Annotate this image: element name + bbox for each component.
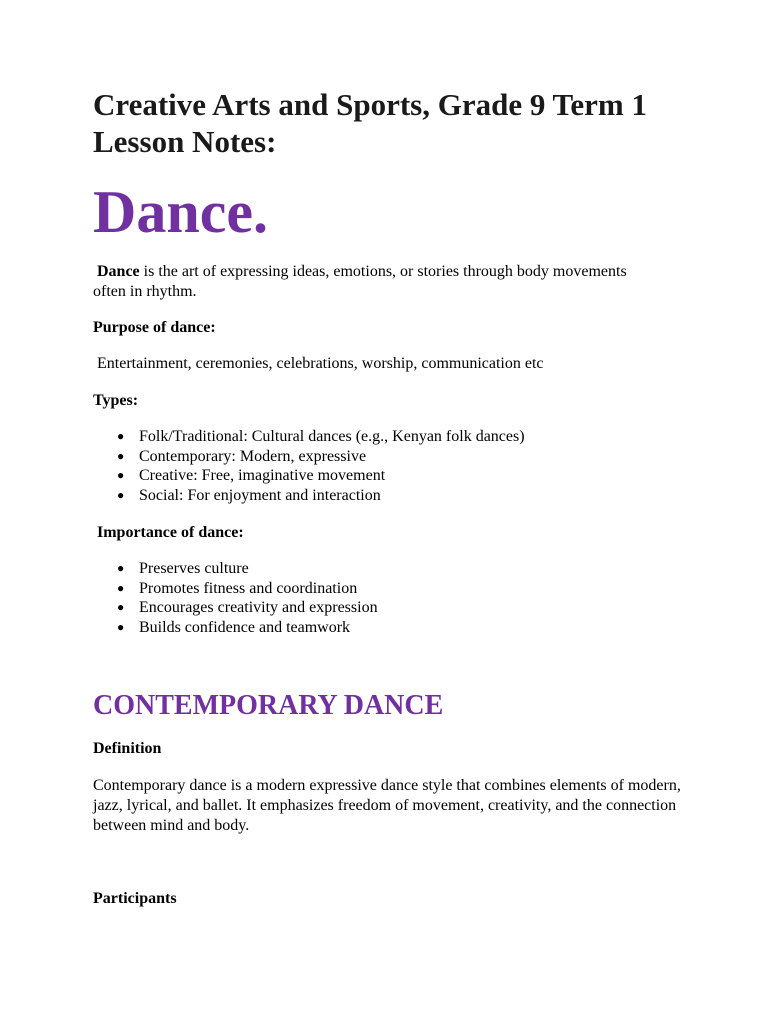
document-title: Creative Arts and Sports, Grade 9 Term 1 Lesson Notes: [93, 87, 647, 159]
list-item-text: Folk/Traditional: Cultural dances (e.g., Kenyan folk dances) [139, 428, 525, 445]
bullet-icon: ● [117, 468, 125, 483]
bullet-icon: ● [117, 600, 125, 615]
importance-label: Importance of dance: [97, 524, 244, 541]
list-item [93, 466, 525, 486]
bullet-icon: ● [117, 488, 125, 503]
purpose-text: Entertainment, ceremonies, celebrations, worship, communication etc [97, 355, 544, 372]
bullet-icon: ● [117, 620, 125, 635]
list-item [93, 447, 525, 467]
types-label: Types: [93, 392, 139, 409]
list-item [93, 579, 378, 599]
list-item [93, 618, 378, 638]
definition-text: Contemporary dance is a modern expressive dance style that combines elements of modern, jazz, lyrical, and ballet. It emphasizes freedom of movement, creativity, and the connection between mind and body. [93, 777, 681, 834]
list-item-text: Encourages creativity and expression [139, 599, 378, 617]
purpose-label: Purpose of dance: [93, 319, 216, 336]
list-item-text: Creative: Free, imaginative movement [139, 467, 386, 485]
dance-intro-text: is the art of expressing ideas, emotions, or stories through body movements often in rhythm. [93, 263, 627, 300]
dance-intro-paragraph [93, 262, 653, 302]
list-item-text: Promotes fitness and coordination [139, 579, 358, 597]
dance-term: Dance [97, 263, 140, 280]
bullet-icon: ● [117, 580, 125, 595]
list-item-text: Preserves culture [139, 560, 249, 577]
bullet-icon: ● [117, 561, 125, 575]
dance-heading: Dance. [93, 179, 268, 245]
bullet-icon: ● [117, 429, 125, 443]
bullet-icon: ● [117, 448, 125, 463]
list-item [93, 486, 525, 506]
list-item [93, 427, 525, 447]
list-item [93, 559, 378, 579]
list-item-text: Contemporary: Modern, expressive [139, 447, 367, 465]
list-item [93, 598, 378, 618]
types-list [93, 427, 525, 506]
contemporary-dance-heading: CONTEMPORARY DANCE [93, 690, 444, 721]
list-item-text: Builds confidence and teamwork [139, 619, 351, 637]
importance-list [93, 559, 378, 638]
participants-label: Participants [93, 890, 177, 907]
definition-label: Definition [93, 740, 162, 757]
list-item-text: Social: For enjoyment and interaction [139, 487, 381, 505]
